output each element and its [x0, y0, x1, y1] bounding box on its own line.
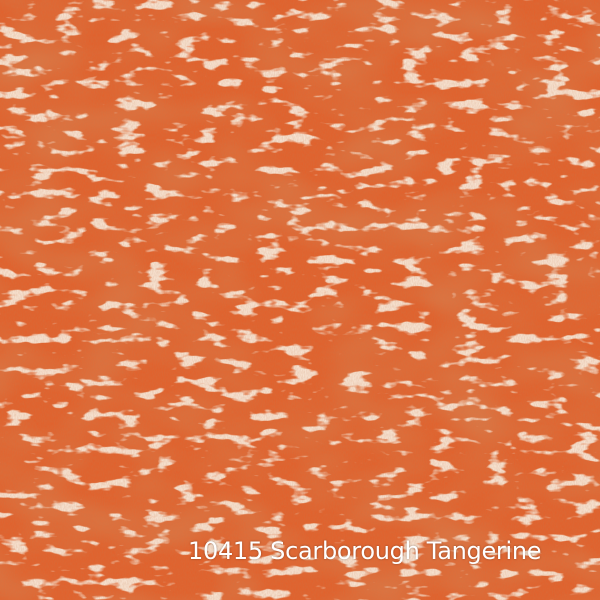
swatch-caption: 10415 Scarborough Tangerine: [188, 537, 542, 565]
